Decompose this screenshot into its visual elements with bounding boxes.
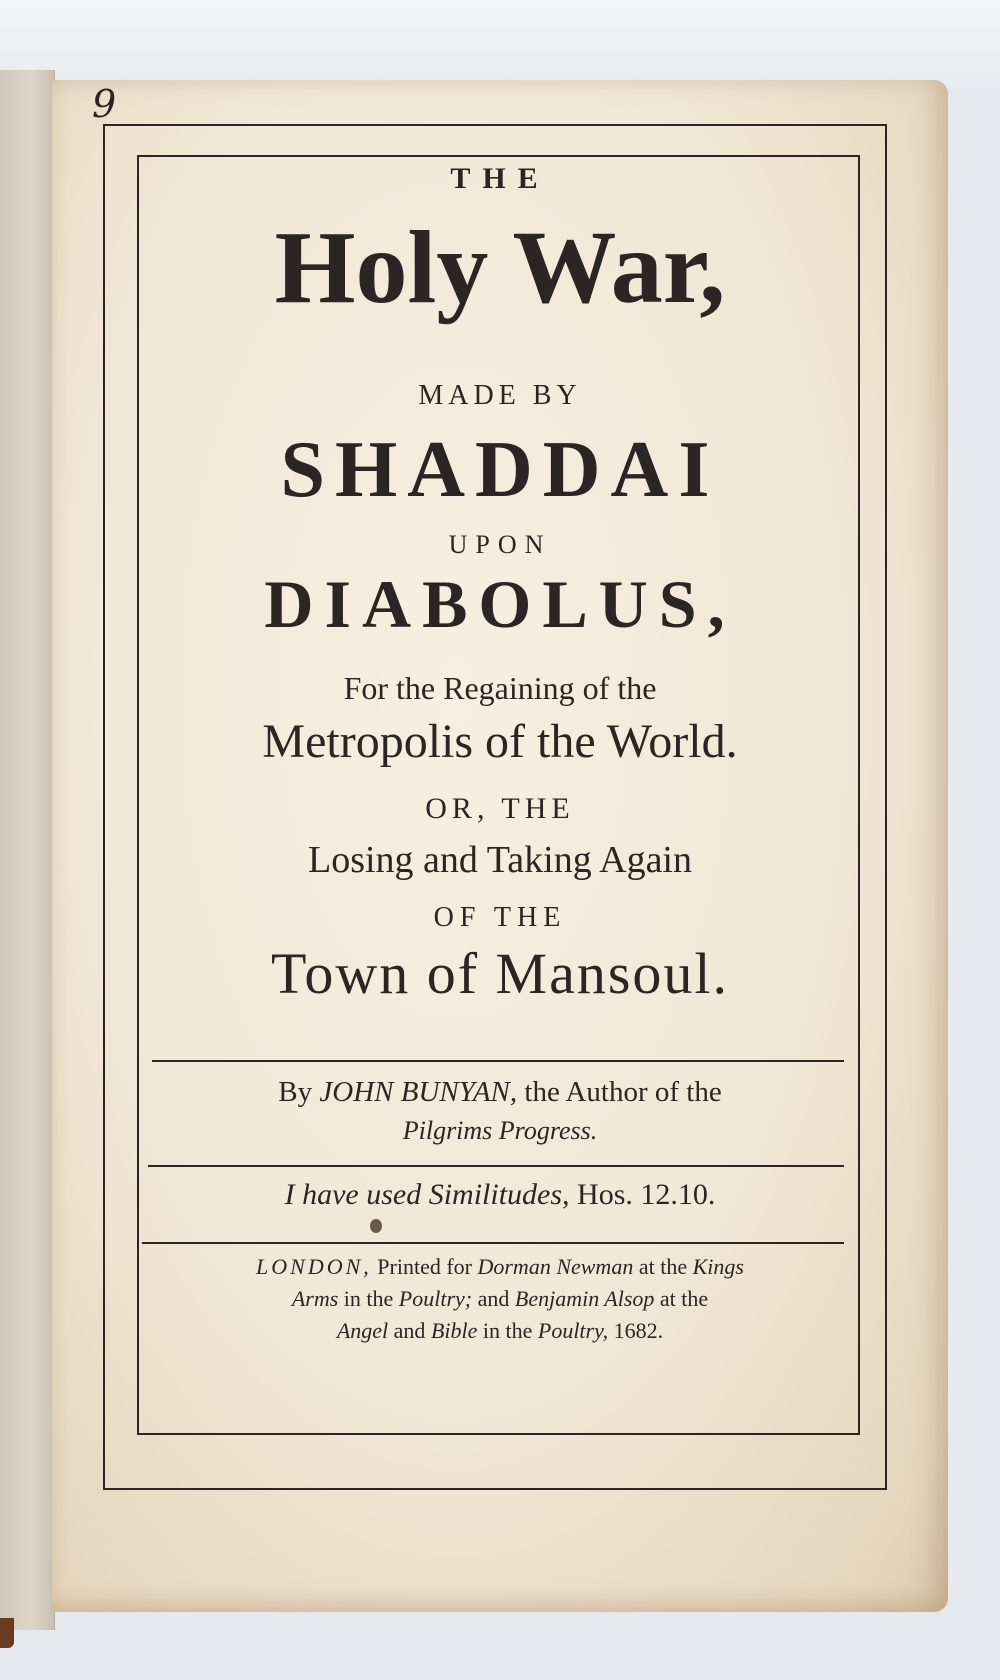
imprint-text: Bible bbox=[430, 1318, 478, 1343]
author-name: JOHN BUNYAN, bbox=[319, 1076, 518, 1108]
subtitle-losing: Losing and Taking Again bbox=[308, 839, 692, 881]
imprint-text: Poultry, bbox=[537, 1318, 609, 1343]
imprint-line-3 bbox=[52, 1318, 948, 1344]
imprint-bookseller: Benjamin Alsop bbox=[514, 1286, 655, 1311]
folio-mark: 9 bbox=[92, 82, 117, 126]
imprint-text: Angel bbox=[336, 1318, 389, 1343]
worm-hole bbox=[370, 1219, 382, 1233]
author-line bbox=[52, 1076, 948, 1109]
imprint-text: and bbox=[477, 1286, 510, 1311]
imprint-text: Poultry; bbox=[398, 1286, 473, 1311]
imprint-printed-for: Printed for bbox=[377, 1254, 472, 1279]
main-title: Holy War, bbox=[274, 210, 726, 325]
imprint-text: at the bbox=[638, 1254, 688, 1279]
imprint-london: LONDON, bbox=[256, 1254, 372, 1279]
rule-2 bbox=[148, 1165, 844, 1167]
author-suffix: the Author of the bbox=[524, 1076, 722, 1108]
imprint-line-2 bbox=[52, 1286, 948, 1312]
imprint-text: in the bbox=[482, 1318, 533, 1343]
imprint-year: 1682. bbox=[613, 1318, 664, 1343]
title-upon: UPON bbox=[448, 530, 552, 559]
epigraph bbox=[52, 1178, 948, 1212]
imprint-text: at the bbox=[659, 1286, 709, 1311]
subtitle-of-the: OF THE bbox=[433, 902, 567, 933]
author-work: Pilgrims Progress. bbox=[402, 1116, 598, 1145]
title-diabolus: DIABOLUS, bbox=[264, 566, 736, 642]
rule-1 bbox=[152, 1060, 844, 1062]
subtitle-regaining: For the Regaining of the bbox=[343, 670, 657, 706]
author-by: By bbox=[278, 1076, 313, 1108]
flyleaf bbox=[0, 70, 55, 1630]
epigraph-reference: Hos. 12.10. bbox=[577, 1178, 716, 1211]
rule-3 bbox=[142, 1242, 844, 1244]
imprint-text: and bbox=[393, 1318, 426, 1343]
imprint-line-1 bbox=[52, 1254, 948, 1280]
leather-spine-edge bbox=[0, 1618, 14, 1648]
title-made-by: MADE BY bbox=[418, 380, 582, 411]
imprint-text: Kings bbox=[692, 1254, 744, 1279]
title-page bbox=[52, 80, 948, 1612]
imprint-text: in the bbox=[343, 1286, 394, 1311]
subtitle-or-the: OR, THE bbox=[425, 792, 575, 825]
imprint-printer: Dorman Newman bbox=[477, 1254, 634, 1279]
subtitle-metropolis: Metropolis of the World. bbox=[262, 715, 738, 768]
epigraph-text: I have used Similitudes, bbox=[284, 1178, 570, 1211]
imprint-text: Arms bbox=[291, 1286, 339, 1311]
title-the: THE bbox=[450, 162, 550, 195]
title-shaddai: SHADDAI bbox=[280, 426, 720, 514]
subtitle-town: Town of Mansoul. bbox=[270, 941, 730, 1006]
backdrop bbox=[0, 0, 1000, 90]
